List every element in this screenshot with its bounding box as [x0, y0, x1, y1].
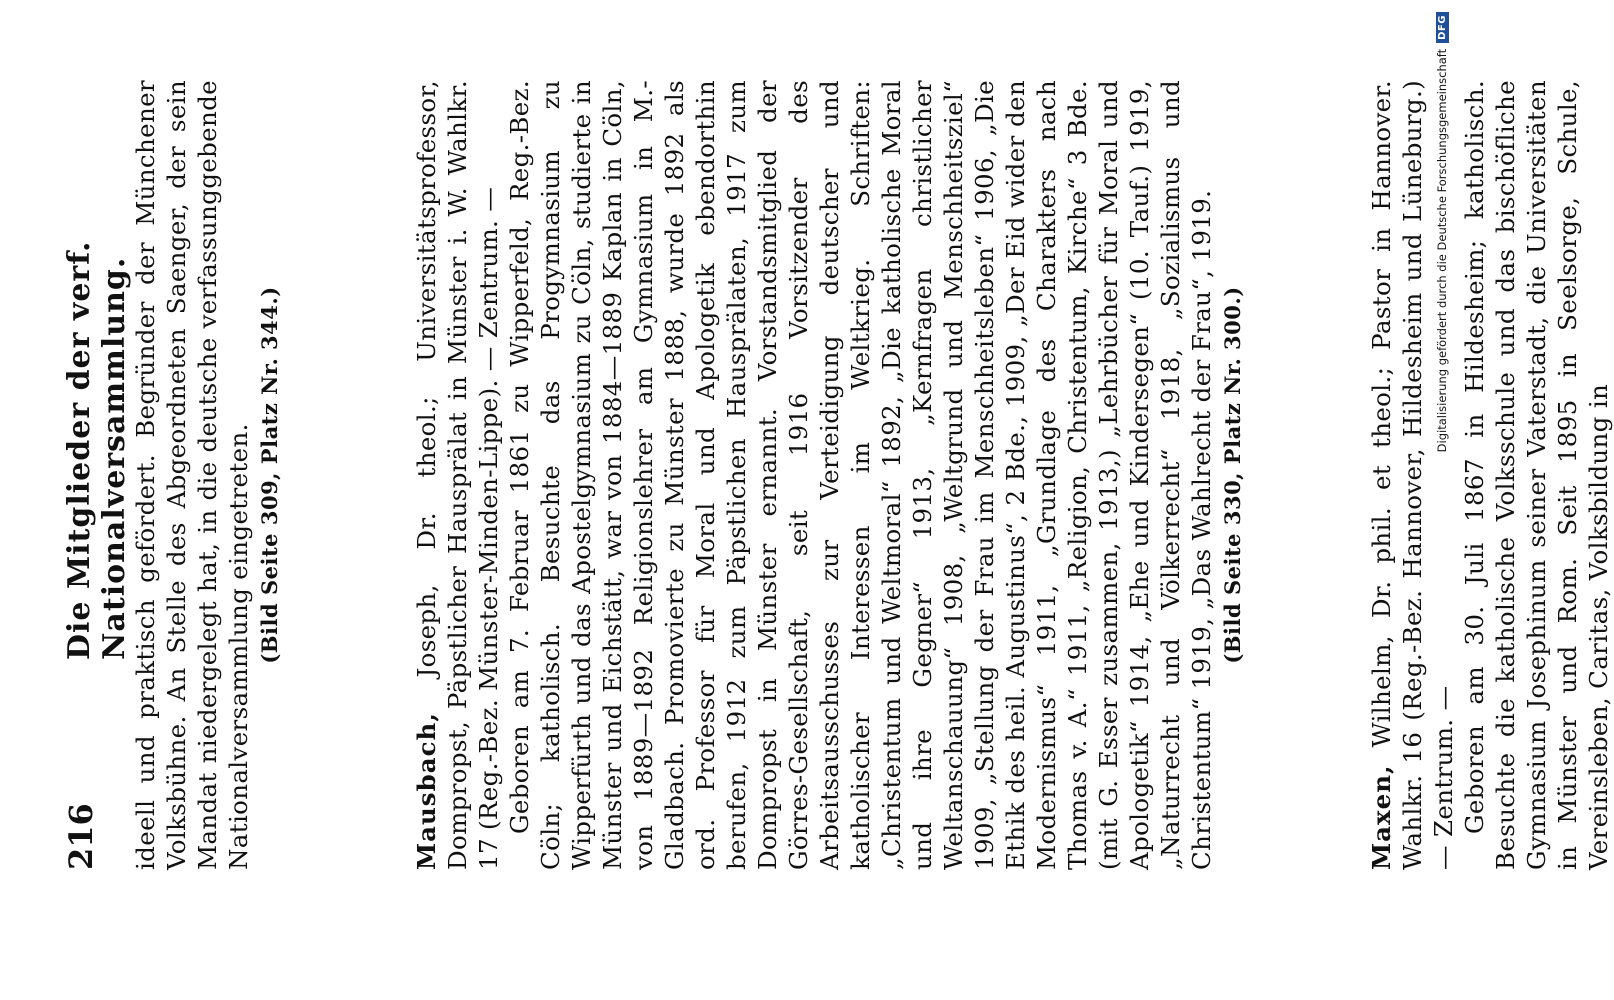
entry-continued	[130, 80, 285, 870]
member-intro: Joseph, Dr. theol.; Universitätsprofessor, Dompropst, Päpstlicher Hausprälat in Münster i. W. Wahlkr. 17 (Reg.-Bez. Münster-Minden-Lippe). — Zentrum. —	[412, 80, 503, 870]
entry-spacer	[1248, 80, 1366, 870]
credit-text: Digitalisierung gefördert durch die Deutsche Forschungsgemeinschaft	[1435, 48, 1449, 453]
entry-spacer	[285, 80, 411, 870]
entry-biography: Geboren am 7. Februar 1861 zu Wipperfeld, Reg.-Bez. Cöln; katholisch. Besuchte das Progymnasium zu Wipperfürth und das Apostelgymnasium zu Cöln, studierte in Münster und Eichstätt, war von 1884—1889 Kaplan in Cöln, von 1889—1892 Religionslehrer am Gymnasium in M.-Gladbach. Promovierte zu Münster 1888, wurde 1892 als ord. Professor für Moral und Apologetik ebendorthin berufen, 1912 zum Päpstlichen Hausprälaten, 1917 zum Dompropst in Münster ernannt. Vorstandsmitglied der Görres-Gesellschaft, seit 1916 Vorsitzender des Arbeitsausschusses zur Verteidigung deutscher und katholischer Interessen im Weltkrieg. Schriften: „Christentum und Weltmoral“ 1892, „Die katholische Moral und ihre Gegner“ 1913, „Kernfragen christlicher Weltanschauung“ 1908, „Weltgrund und Menschheitsziel“ 1909, „Stellung der Frau im Menschheitsleben“ 1906, „Die Ethik des heil. Augustinus“, 2 Bde., 1909, „Der Eid wider den Modernismus“ 1911, „Grundlage des Charakters nach Thomas v. A.“ 1911, „Religion, Christentum, Kirche“ 3 Bde. (mit G. Esser zusammen, 1913,) „Lehrbücher für Moral und Apologetik“ 1914, „Ehe und Kindersegen“ (10. Tauf.) 1919, „Naturrecht und Völkerrecht“ 1918, „Sozialismus und Christentum“ 1919, „Das Wahlrecht der Frau“, 1919.	[505, 80, 1216, 870]
member-name: Mausbach,	[412, 712, 441, 870]
digitization-sidebar	[1434, 12, 1450, 974]
member-name: Maxen,	[1367, 764, 1396, 870]
entry-maxen	[1366, 80, 1614, 870]
page-header	[62, 80, 132, 870]
member-intro: Wilhelm, Dr. phil. et theol.; Pastor in Hannover. Wahlkr. 16 (Reg.-Bez. Hannover, Hildesheim und Lüneburg.) — Zentrum. —	[1367, 80, 1458, 870]
entry-paragraph: ideell und praktisch gefördert. Begründer der Münchener Volksbühne. An Stelle des Abgeordneten Saenger, der sein Mandat niedergelegt hat, in die deutsche verfassunggebende Nationalversammlung eingetreten.	[131, 80, 253, 870]
running-title: Die Mitglieder der verf. Nationalversammlung.	[62, 240, 132, 660]
entry-mausbach	[411, 80, 1248, 870]
digitization-credit	[1434, 12, 1450, 972]
dfg-logo: DFG	[1436, 12, 1449, 43]
page-number: 216	[62, 803, 100, 870]
body-text	[130, 80, 1614, 870]
entry-biography: Geboren am 30. Juli 1867 in Hildesheim; katholisch. Besuchte die katholische Volksschule und das bischöfliche Gymnasium Josephinum seiner Vaterstadt, die Universitäten in Münster und Rom. Seit 1895 in Seelsorge, Schule, Vereinsleben, Caritas, Volksbildung in	[1460, 80, 1613, 870]
picture-reference: (Bild Seite 309, Platz Nr. 344.)	[257, 286, 282, 664]
entry-heading	[411, 80, 504, 870]
picture-reference: (Bild Seite 330, Platz Nr. 300.)	[1220, 286, 1245, 664]
